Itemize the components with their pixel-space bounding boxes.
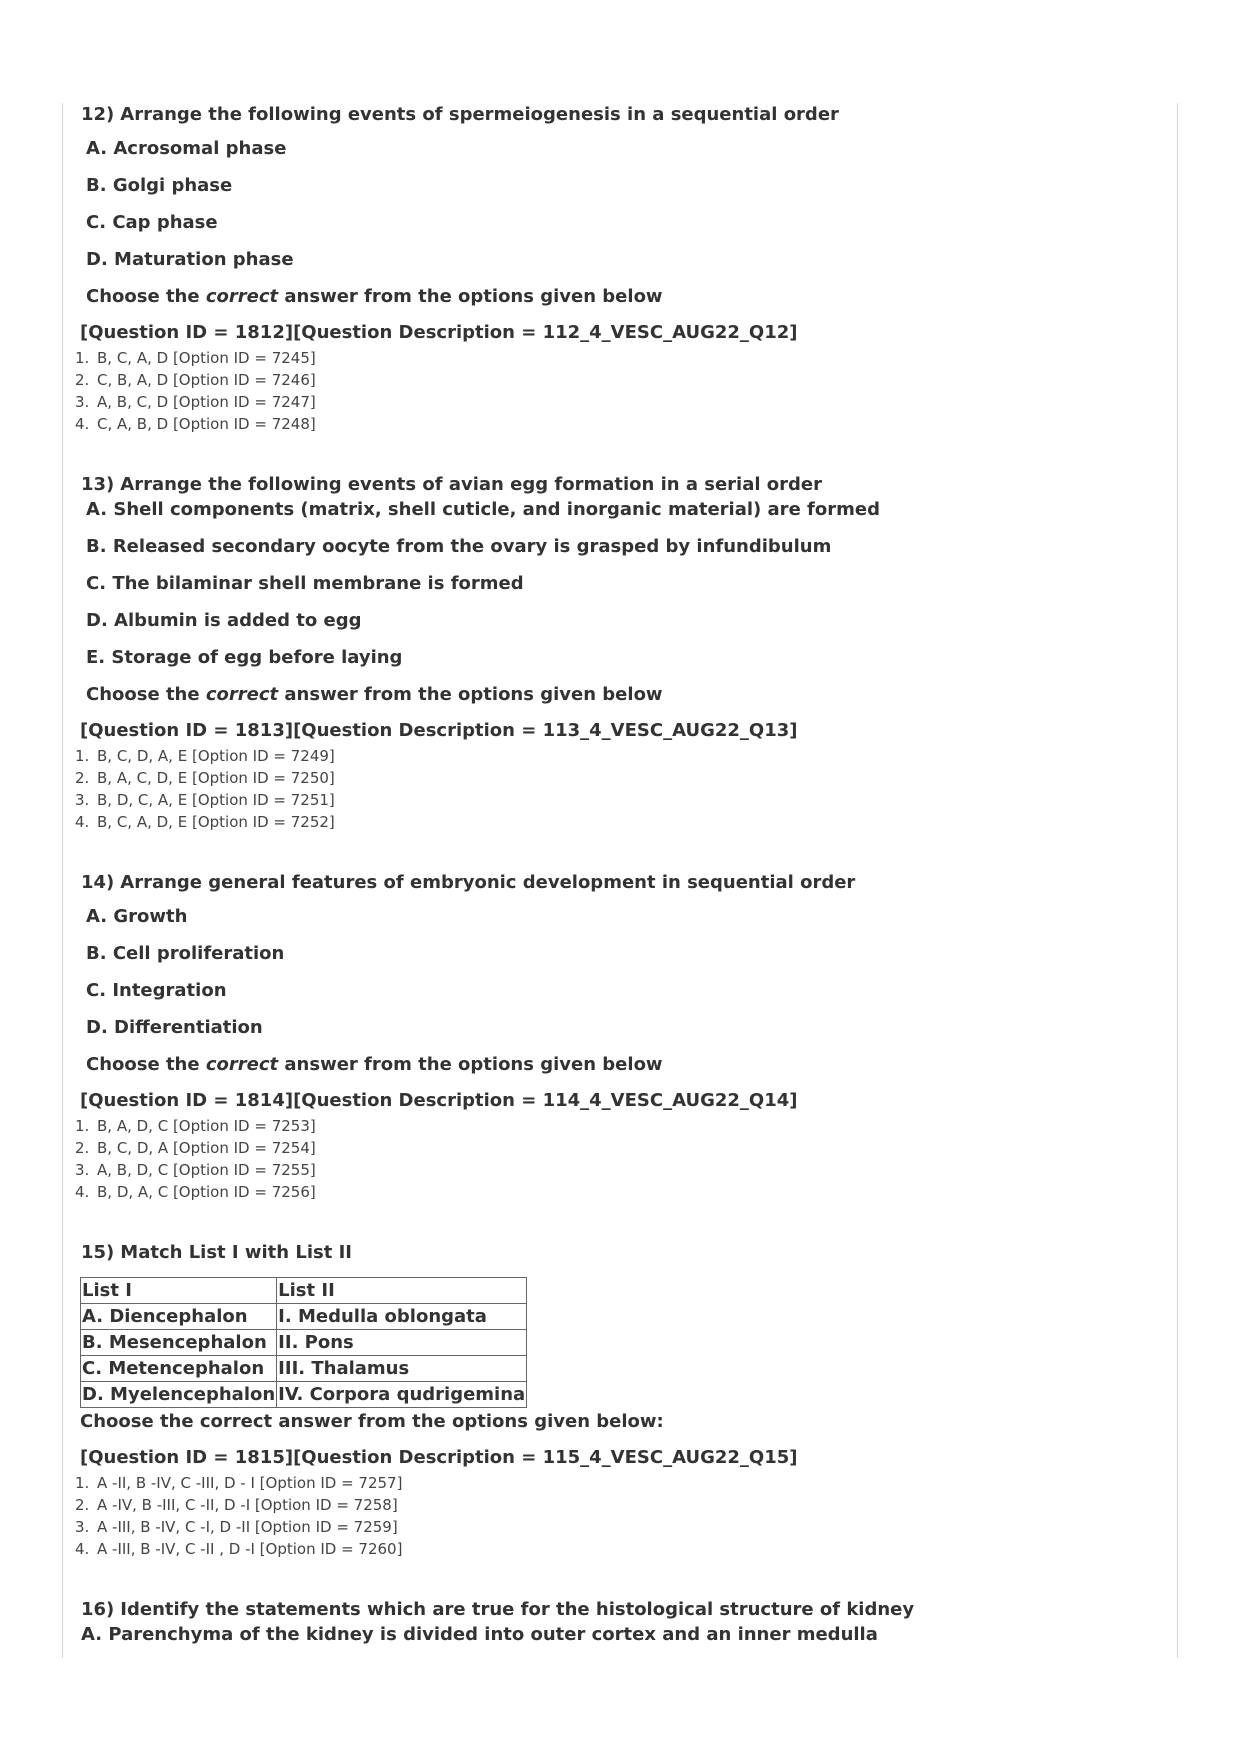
- question-text: Match List I with List II: [120, 1242, 352, 1263]
- option-item: [75, 1181, 1160, 1203]
- option-number: 3.: [75, 393, 90, 411]
- option-text: C, B, A, D [Option ID = 7246]: [97, 371, 316, 389]
- option-number: 1.: [75, 1474, 90, 1492]
- statement: E. Storage of egg before laying: [86, 647, 403, 668]
- table-row: [81, 1278, 527, 1304]
- option-item: [75, 1115, 1160, 1137]
- table-row: [81, 1382, 527, 1408]
- choose-instruction: [80, 683, 1160, 707]
- question-15: [75, 1241, 1160, 1560]
- option-number: 3.: [75, 1518, 90, 1536]
- option-number: 4.: [75, 1183, 90, 1201]
- choose-instruction: [80, 1053, 1160, 1077]
- option-text: B, A, D, C [Option ID = 7253]: [97, 1117, 316, 1135]
- table-cell: II. Pons: [277, 1330, 527, 1356]
- option-item: [75, 391, 1160, 413]
- table-cell: A. Diencephalon: [81, 1304, 277, 1330]
- question-number: 13): [81, 474, 115, 495]
- right-margin-rule: [1177, 103, 1178, 1658]
- option-number: 3.: [75, 1161, 90, 1179]
- choose-text: answer from the options given below: [278, 286, 663, 307]
- option-text: B, A, C, D, E [Option ID = 7250]: [97, 769, 335, 787]
- question-number: 12): [81, 104, 115, 125]
- question-14: [75, 871, 1160, 1203]
- options-list: [75, 1472, 1160, 1560]
- table-cell: B. Mesencephalon: [81, 1330, 277, 1356]
- option-item: [75, 745, 1160, 767]
- option-text: A -II, B -IV, C -III, D - I [Option ID = 7257]: [97, 1474, 403, 1492]
- option-item: [75, 413, 1160, 435]
- statement: B. Golgi phase: [86, 175, 233, 196]
- statement: D. Differentiation: [86, 1017, 263, 1038]
- option-text: B, C, A, D [Option ID = 7245]: [97, 349, 316, 367]
- choose-emphasis: correct: [205, 1054, 279, 1075]
- option-item: [75, 347, 1160, 369]
- choose-text: Choose the: [86, 286, 206, 307]
- question-number: 14): [81, 872, 115, 893]
- choose-emphasis: correct: [205, 684, 279, 705]
- statement: D. Albumin is added to egg: [86, 610, 362, 631]
- options-list: [75, 347, 1160, 435]
- choose-instruction: [80, 285, 1160, 309]
- question-16: [80, 1598, 1160, 1647]
- option-number: 2.: [75, 371, 90, 389]
- option-number: 2.: [75, 769, 90, 787]
- option-text: B, C, A, D, E [Option ID = 7252]: [97, 813, 335, 831]
- question-id-line: [Question ID = 1812][Question Description = 112_4_VESC_AUG22_Q12]: [80, 322, 798, 343]
- option-text: A, B, D, C [Option ID = 7255]: [97, 1161, 316, 1179]
- statement: C. The bilaminar shell membrane is formed: [86, 573, 524, 594]
- statement: B. Released secondary oocyte from the ovary is grasped by infundibulum: [86, 536, 832, 557]
- table-cell: List I: [81, 1278, 277, 1304]
- option-number: 4.: [75, 813, 90, 831]
- option-item: [75, 767, 1160, 789]
- option-item: [75, 1137, 1160, 1159]
- table-row: [81, 1356, 527, 1382]
- option-number: 1.: [75, 1117, 90, 1135]
- question-text: Identify the statements which are true for the histological structure of kidney: [120, 1599, 915, 1620]
- option-text: B, D, A, C [Option ID = 7256]: [97, 1183, 316, 1201]
- question-13: [75, 473, 1160, 833]
- question-paper: [75, 103, 1160, 1685]
- question-title: [80, 103, 1160, 127]
- options-list: [75, 1115, 1160, 1203]
- option-number: 2.: [75, 1496, 90, 1514]
- table-cell: D. Myelencephalon: [81, 1382, 277, 1408]
- question-number: 15): [81, 1242, 115, 1263]
- table-cell: C. Metencephalon: [81, 1356, 277, 1382]
- statement: A. Acrosomal phase: [86, 138, 287, 159]
- table-cell: List II: [277, 1278, 527, 1304]
- choose-text: answer from the options given below: [278, 1054, 663, 1075]
- option-text: A -IV, B -III, C -II, D -I [Option ID = 7258]: [97, 1496, 398, 1514]
- question-id-line: [Question ID = 1814][Question Description = 114_4_VESC_AUG22_Q14]: [80, 1090, 798, 1111]
- match-table: [80, 1277, 527, 1408]
- option-item: [75, 1472, 1160, 1494]
- choose-text: Choose the: [86, 684, 206, 705]
- option-item: [75, 811, 1160, 833]
- option-number: 2.: [75, 1139, 90, 1157]
- question-id-line: [Question ID = 1815][Question Description = 115_4_VESC_AUG22_Q15]: [80, 1447, 798, 1468]
- table-cell: I. Medulla oblongata: [277, 1304, 527, 1330]
- statement: A. Shell components (matrix, shell cuticle, and inorganic material) are formed: [86, 499, 880, 520]
- question-title: [80, 1598, 1160, 1622]
- option-text: A -III, B -IV, C -II , D -I [Option ID = 7260]: [97, 1540, 403, 1558]
- statement: A. Parenchyma of the kidney is divided into outer cortex and an inner medulla: [81, 1624, 878, 1645]
- question-id-line: [Question ID = 1813][Question Description = 113_4_VESC_AUG22_Q13]: [80, 720, 798, 741]
- question-number: 16): [81, 1599, 115, 1620]
- option-number: 4.: [75, 415, 90, 433]
- option-text: C, A, B, D [Option ID = 7248]: [97, 415, 316, 433]
- option-item: [75, 1538, 1160, 1560]
- options-list: [75, 745, 1160, 833]
- option-item: [75, 789, 1160, 811]
- question-title: [80, 871, 1160, 895]
- option-number: 3.: [75, 791, 90, 809]
- statement: A. Growth: [86, 906, 188, 927]
- option-item: [75, 369, 1160, 391]
- choose-instruction: Choose the correct answer from the options given below:: [80, 1411, 664, 1432]
- question-title: [80, 1241, 1160, 1265]
- statement: C. Cap phase: [86, 212, 218, 233]
- choose-text: Choose the: [86, 1054, 206, 1075]
- question-title: [80, 473, 1160, 497]
- option-number: 1.: [75, 747, 90, 765]
- question-text: Arrange general features of embryonic development in sequential order: [120, 872, 856, 893]
- option-number: 1.: [75, 349, 90, 367]
- statement: D. Maturation phase: [86, 249, 294, 270]
- option-number: 4.: [75, 1540, 90, 1558]
- question-12: [75, 103, 1160, 435]
- option-text: B, D, C, A, E [Option ID = 7251]: [97, 791, 335, 809]
- option-text: A, B, C, D [Option ID = 7247]: [97, 393, 316, 411]
- option-text: B, C, D, A, E [Option ID = 7249]: [97, 747, 335, 765]
- choose-text: answer from the options given below: [278, 684, 663, 705]
- statement: B. Cell proliferation: [86, 943, 285, 964]
- table-row: [81, 1330, 527, 1356]
- choose-emphasis: correct: [205, 286, 279, 307]
- option-item: [75, 1494, 1160, 1516]
- table-row: [81, 1304, 527, 1330]
- table-cell: III. Thalamus: [277, 1356, 527, 1382]
- table-cell: IV. Corpora qudrigemina: [277, 1382, 527, 1408]
- option-item: [75, 1516, 1160, 1538]
- option-item: [75, 1159, 1160, 1181]
- question-text: Arrange the following events of avian egg formation in a serial order: [120, 474, 823, 495]
- question-text: Arrange the following events of spermeiogenesis in a sequential order: [120, 104, 839, 125]
- option-text: B, C, D, A [Option ID = 7254]: [97, 1139, 316, 1157]
- statement: C. Integration: [86, 980, 227, 1001]
- option-text: A -III, B -IV, C -I, D -II [Option ID = 7259]: [97, 1518, 398, 1536]
- left-margin-rule: [62, 103, 63, 1658]
